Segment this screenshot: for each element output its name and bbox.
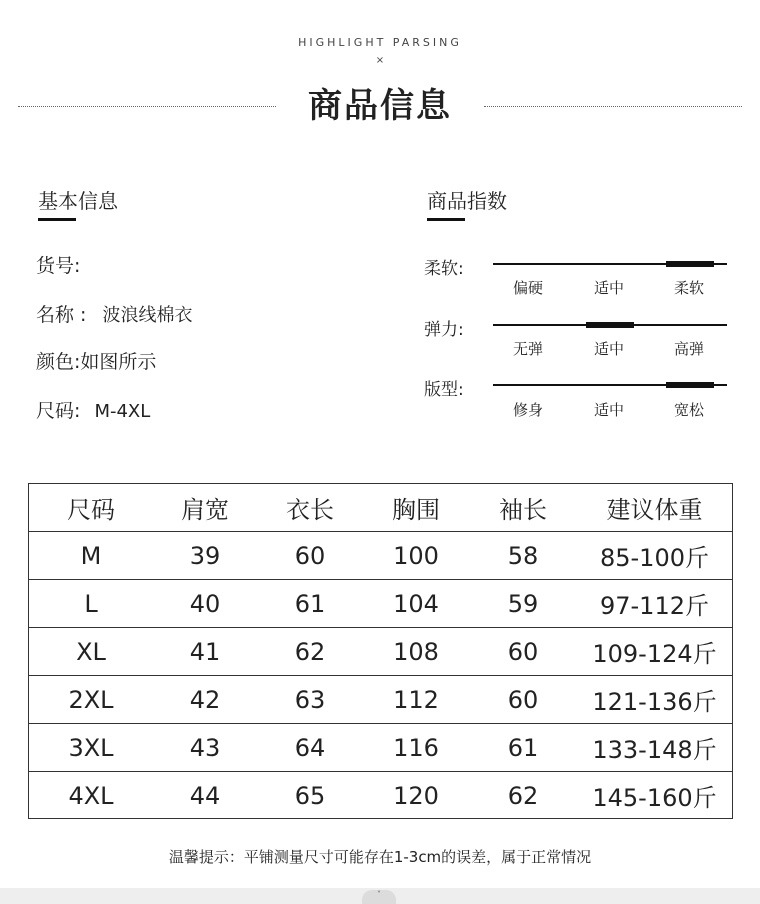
table-cell: 44	[189, 781, 221, 810]
table-cell: 3XL	[68, 733, 114, 762]
table-cell: 2XL	[68, 685, 114, 714]
table-cell: 100	[393, 541, 439, 570]
table-cell: 61	[507, 733, 539, 762]
scale-option: 适中	[593, 340, 624, 358]
table-row	[29, 627, 732, 675]
table-row	[29, 579, 732, 627]
table-header-cell: 胸围	[392, 496, 440, 524]
table-cell: 41	[189, 637, 221, 666]
table-header-cell: 衣长	[286, 496, 334, 524]
scale-option: 偏硬	[512, 279, 543, 297]
table-cell: 62	[507, 781, 539, 810]
table-cell: 108	[393, 637, 439, 666]
info-item-name	[36, 300, 193, 327]
measurement-tip: 温馨提示：平铺测量尺寸可能存在1-3cm的误差，属于正常情况	[168, 848, 592, 866]
scale-option: 修身	[512, 401, 543, 419]
table-cell: 4XL	[68, 781, 114, 810]
size-table	[28, 483, 733, 819]
info-value: M-4XL	[94, 401, 151, 422]
scale-marker-fit	[666, 382, 714, 388]
page-title: 商品信息	[308, 86, 452, 126]
table-cell: 85-100斤	[599, 544, 709, 572]
scale-label-fit: 版型:	[424, 380, 464, 400]
table-cell: 42	[189, 685, 221, 714]
table-cell: 120	[393, 781, 439, 810]
scale-option: 柔软	[673, 279, 704, 297]
basic-info-underline	[38, 218, 76, 221]
table-cell: 60	[294, 541, 326, 570]
table-cell: 60	[507, 685, 539, 714]
scale-marker-softness	[666, 261, 714, 267]
scale-option: 高弹	[673, 340, 704, 358]
table-row	[29, 771, 732, 819]
scale-option: 无弹	[512, 340, 543, 358]
table-cell: 43	[189, 733, 221, 762]
table-header-cell: 肩宽	[181, 496, 229, 524]
scale-option: 适中	[593, 279, 624, 297]
table-cell: 104	[393, 589, 439, 618]
table-cell: 62	[294, 637, 326, 666]
scale-label-softness: 柔软:	[424, 259, 464, 279]
table-cell: 63	[294, 685, 326, 714]
table-row	[29, 531, 732, 579]
product-index-underline	[427, 218, 465, 221]
table-cell: 61	[294, 589, 326, 618]
table-row	[29, 675, 732, 723]
table-cell: 145-160斤	[592, 784, 717, 812]
table-cell: 133-148斤	[592, 736, 717, 764]
table-cell: 97-112斤	[599, 592, 709, 620]
table-cell: 65	[294, 781, 326, 810]
product-index-heading: 商品指数	[427, 189, 507, 213]
info-value: 如图所示	[80, 351, 157, 373]
table-cell: 116	[393, 733, 439, 762]
info-label: 颜色:	[36, 351, 81, 373]
table-cell: 40	[189, 589, 221, 618]
chevron-down-icon[interactable]: ˅	[362, 890, 396, 904]
info-item-color	[36, 347, 156, 374]
table-cell: 39	[189, 541, 221, 570]
table-header-cell: 尺码	[67, 496, 115, 524]
scale-marker-elasticity	[586, 322, 634, 328]
table-header-cell: 袖长	[499, 496, 547, 524]
info-label: 货号:	[36, 255, 81, 277]
info-value: 波浪线棉衣	[102, 305, 193, 326]
scale-label-elasticity: 弹力:	[424, 320, 464, 340]
scale-option: 宽松	[673, 401, 704, 419]
info-label: 名称 :	[36, 304, 87, 326]
scale-option: 适中	[593, 401, 624, 419]
table-cell: 112	[393, 685, 439, 714]
table-cell: 121-136斤	[592, 688, 717, 716]
header-x-mark: ×	[375, 55, 385, 66]
table-cell: 109-124斤	[592, 640, 717, 668]
info-item-sku	[36, 251, 80, 278]
table-header-row	[29, 484, 732, 531]
header-subtitle: HIGHLIGHT PARSING	[298, 36, 462, 49]
table-cell: 64	[294, 733, 326, 762]
table-cell: 60	[507, 637, 539, 666]
dotted-divider-right	[484, 106, 742, 107]
table-cell: 59	[507, 589, 539, 618]
table-cell: XL	[76, 637, 106, 666]
table-cell: M	[80, 541, 102, 570]
table-cell: L	[84, 589, 98, 618]
table-cell: 58	[507, 541, 539, 570]
basic-info-heading: 基本信息	[38, 189, 118, 213]
table-header-cell: 建议体重	[606, 496, 703, 524]
info-label: 尺码:	[36, 400, 81, 422]
table-row	[29, 723, 732, 771]
info-item-size	[36, 396, 150, 423]
